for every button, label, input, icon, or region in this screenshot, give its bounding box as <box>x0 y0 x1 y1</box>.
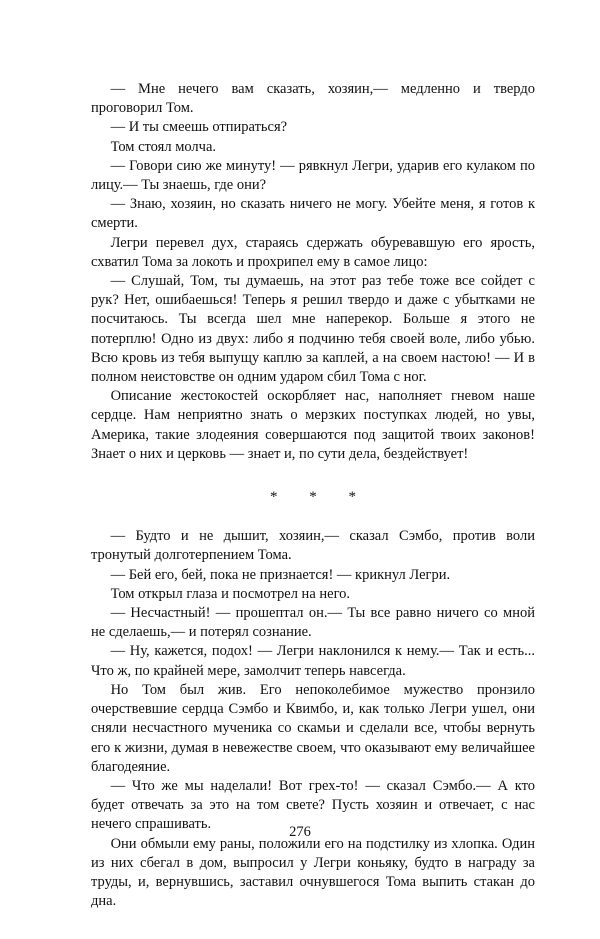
paragraph: — Несчастный! — прошептал он.— Ты все равно ничего со мной не сделаешь,— и потерял сознание. <box>91 605 535 641</box>
paragraph: Но Том был жив. Его непоколебимое мужество пронзило очерствевшие сердца Сэмбо и Квимбо, и, как только Легри ушел, они сняли несчастного мученика со скамьи и сделали все, чтобы вернуть его к жизни, думая в невежестве своем, что оказывают ему величайшее благодеяние. <box>91 681 535 775</box>
paragraph: — Будто и не дышит, хозяин,— сказал Сэмбо, против воли тронутый долготерпением Тома. <box>91 528 535 564</box>
page-number: 276 <box>289 824 311 840</box>
paragraph: — Говори сию же минуту! — рявкнул Легри, ударив его кулаком по лицу.— Ты знаешь, где они? <box>91 157 535 194</box>
text-block-2 <box>91 527 535 911</box>
paragraph: Легри перевел дух, стараясь сдержать обуревавшую его ярость, схватил Тома за локоть и прохрипел ему в самое лицо: <box>91 234 535 270</box>
paragraph: Описание жестокостей оскорбляет нас, наполняет гневом наше сердце. Нам неприятно знать о мерзких поступках людей, но увы, Америка, такие злодеяния совершаются под защитой твоих законов! Знает о них и церковь — знает и, по сути дела, бездействует! <box>91 388 535 462</box>
paragraph: — Слушай, Том, ты думаешь, на этот раз тебе тоже все сойдет с рук? Нет, ошибаешься! Теперь я решил твердо и даже с убытками не посчитаюсь. Ты всегда шел мне наперекор. Больше я этого не потерплю! Одно из двух: либо я подчиню тебя своей воле, либо убью. Всю кровь из тебя выпущу каплю за каплей, а на своем настою! — И в полном неистовстве он одним ударом сбил Тома с ног. <box>91 273 535 386</box>
text-block-1 <box>91 80 535 464</box>
paragraph: — И ты смеешь отпираться? <box>110 119 288 136</box>
paragraph: — Что же мы наделали! Вот грех-то! — сказал Сэмбо.— А кто будет отвечать за это на том свете? Пусть хозяин и отвечает, с нас нечего спрашивать. <box>91 777 535 833</box>
paragraph: Том открыл глаза и посмотрел на него. <box>110 585 351 602</box>
paragraph: — Ну, кажется, подох! — Легри наклонился к нему.— Так и есть... Что ж, по крайней мере, замолчит теперь навсегда. <box>91 643 535 679</box>
paragraph: Они обмыли ему раны, положили его на подстилку из хлопка. Один из них сбегал в дом, выпросил у Легри коньяку, будто в награду за труды, и, вернувшись, заставил очнувшегося Тома выпить стакан до дна. <box>91 835 535 910</box>
section-divider: * * * <box>270 489 370 506</box>
page-body <box>91 80 535 911</box>
paragraph: Том стоял молча. <box>110 138 217 155</box>
paragraph: — Мне нечего вам сказать, хозяин,— медленно и твердо проговорил Том. <box>91 81 535 117</box>
paragraph: — Бей его, бей, пока не признается! — крикнул Легри. <box>110 566 451 583</box>
paragraph: — Знаю, хозяин, но сказать ничего не могу. Убейте меня, я готов к смерти. <box>91 196 535 232</box>
